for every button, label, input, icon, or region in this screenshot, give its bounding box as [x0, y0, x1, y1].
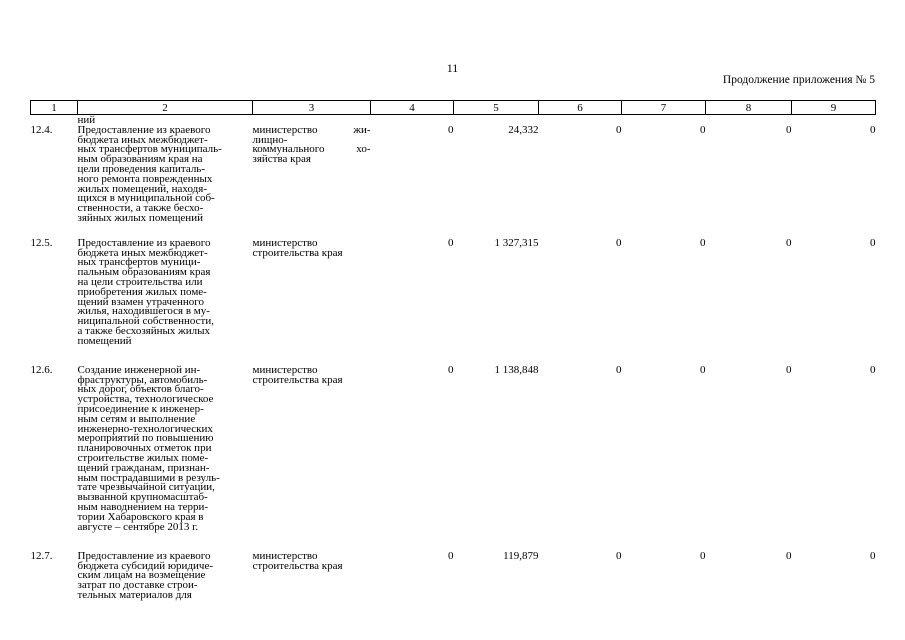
continued-text: ний — [77, 114, 96, 126]
row-value: 0 — [870, 236, 876, 249]
description-line: щений взамен утраченного — [77, 295, 204, 308]
description-line: бюджета субсидий юридиче- — [77, 559, 214, 572]
table-row — [31, 239, 876, 366]
description-line: тории Хабаровского края в — [77, 510, 204, 523]
responsible-word: министерство — [252, 236, 318, 249]
description-line: ных трансфертов муниципаль- — [77, 143, 222, 156]
row-value: 0 — [870, 123, 876, 136]
description-line: тате чрезвычайной ситуации, — [77, 481, 215, 494]
description-line: пальным образованиям края — [77, 266, 211, 279]
column-header: 3 — [253, 101, 371, 115]
column-header: 8 — [706, 101, 792, 115]
row-value: 0 — [786, 363, 792, 376]
description-line: затрат по доставке строи- — [77, 579, 198, 592]
responsible-word: лищно- — [252, 133, 288, 146]
column-header: 7 — [622, 101, 706, 115]
column-number-row — [31, 101, 876, 115]
row-value: 0 — [616, 123, 622, 136]
table-row — [31, 126, 876, 239]
row-description — [77, 236, 253, 366]
row-value: 0 — [700, 236, 706, 249]
description-line: планировочных отметок при — [77, 442, 212, 455]
page-number: 11 — [446, 61, 459, 75]
column-header: 6 — [539, 101, 622, 115]
appendix-continuation-label: Продолжение приложения № 5 — [722, 74, 875, 86]
column-header: 2 — [78, 101, 253, 115]
description-line: ниципальной собственности, — [77, 315, 214, 328]
responsible-word: строительства края — [252, 559, 343, 572]
description-line: фраструктуры, автомобиль- — [77, 373, 208, 386]
row-value: 0 — [870, 363, 876, 376]
description-line: зяйных жилых помещений — [77, 211, 203, 224]
description-line: инженерно-технологических — [77, 422, 213, 435]
responsible-word: министерство — [252, 123, 318, 136]
responsible-line — [252, 373, 371, 386]
responsible-word: жи- — [353, 123, 371, 136]
description-line: ным пострадавшими в резуль- — [77, 471, 220, 484]
description-line: ственности, а также бесхо- — [77, 202, 204, 215]
responsible-line — [252, 559, 371, 572]
description-line: ным наводнением на терри- — [77, 500, 209, 513]
row-code: 12.5. — [30, 236, 53, 249]
description-line: ного ремонта поврежденных — [77, 172, 213, 185]
responsible-line — [252, 246, 371, 259]
row-code: 12.6. — [30, 363, 53, 376]
row-value: 0 — [700, 123, 706, 136]
row-description — [77, 123, 253, 239]
row-code: 12.4. — [30, 123, 53, 136]
row-value: 0 — [448, 549, 454, 562]
row-value: 0 — [448, 123, 454, 136]
row-value: 0 — [448, 236, 454, 249]
description-line: Создание инженерной ин- — [77, 363, 201, 376]
row-value: 24,332 — [508, 123, 539, 136]
description-line: бюджета иных межбюджет- — [77, 133, 208, 146]
responsible-word: министерство — [252, 363, 318, 376]
row-value: 0 — [786, 236, 792, 249]
description-line: цели проведения капиталь- — [77, 162, 205, 175]
row-value: 0 — [786, 123, 792, 136]
column-header: 9 — [792, 101, 876, 115]
table-row — [31, 366, 876, 552]
row-value: 0 — [616, 549, 622, 562]
description-line: приобретения жилых поме- — [77, 285, 207, 298]
row-value: 0 — [616, 363, 622, 376]
row-responsible — [252, 363, 371, 552]
row-value: 1 138,848 — [494, 363, 539, 376]
description-line: Предоставление из краевого — [77, 123, 211, 136]
description-line: бюджета иных межбюджет- — [77, 246, 208, 259]
description-line: щихся в муниципальной соб- — [77, 192, 215, 205]
description-line: ных дорог, объектов благо- — [77, 383, 204, 396]
description-line: мероприятий по повышению — [77, 432, 214, 445]
row-responsible — [252, 123, 371, 239]
responsible-word: строительства края — [252, 373, 343, 386]
row-value: 0 — [700, 549, 706, 562]
row-value: 0 — [448, 363, 454, 376]
row-responsible — [252, 549, 371, 601]
description-line: ных трансфертов муници- — [77, 256, 201, 269]
row-value: 1 327,315 — [494, 236, 539, 249]
description-line: а также бесхозяйных жилых — [77, 324, 210, 337]
table-row — [31, 552, 876, 601]
description-line: августе – сентябре 2013 г. — [77, 520, 199, 533]
appendix-table — [30, 100, 876, 601]
row-value: 0 — [870, 549, 876, 562]
description-line: Предоставление из краевого — [77, 236, 211, 249]
row-description — [77, 549, 253, 601]
description-line: помещений — [77, 334, 132, 347]
description-line: присоединение к инженер- — [77, 402, 204, 415]
row-value: 0 — [616, 236, 622, 249]
column-header: 5 — [454, 101, 539, 115]
description-line: Предоставление из краевого — [77, 549, 211, 562]
description-line: щений гражданам, признан- — [77, 461, 210, 474]
responsible-word: хо- — [356, 143, 371, 156]
column-header: 4 — [371, 101, 454, 115]
row-value: 0 — [786, 549, 792, 562]
description-line: ским лицам на возмещение — [77, 569, 206, 582]
row-description — [77, 363, 253, 552]
responsible-word: коммунального — [252, 143, 325, 156]
row-value: 0 — [700, 363, 706, 376]
description-line: тельных материалов для — [77, 588, 192, 601]
responsible-word: зяйства края — [252, 153, 311, 166]
row-value: 119,879 — [503, 549, 539, 562]
description-line: ным образованиям края на — [77, 153, 203, 166]
row-responsible — [252, 236, 371, 366]
description-line: на цели строительства или — [77, 275, 203, 288]
description-line: вызванной крупномасштаб- — [77, 491, 208, 504]
responsible-word: строительства края — [252, 246, 343, 259]
description-line: устройства, технологическое — [77, 393, 214, 406]
description-line: жилых помещений, находя- — [77, 182, 208, 195]
description-line: строительстве жилых поме- — [77, 451, 209, 464]
row-code: 12.7. — [30, 549, 53, 562]
description-line: жилья, находившегося в му- — [77, 305, 210, 318]
description-line: ным сетям и выполнение — [77, 412, 196, 425]
responsible-word: министерство — [252, 549, 318, 562]
responsible-line — [253, 155, 371, 165]
column-header: 1 — [31, 101, 78, 115]
